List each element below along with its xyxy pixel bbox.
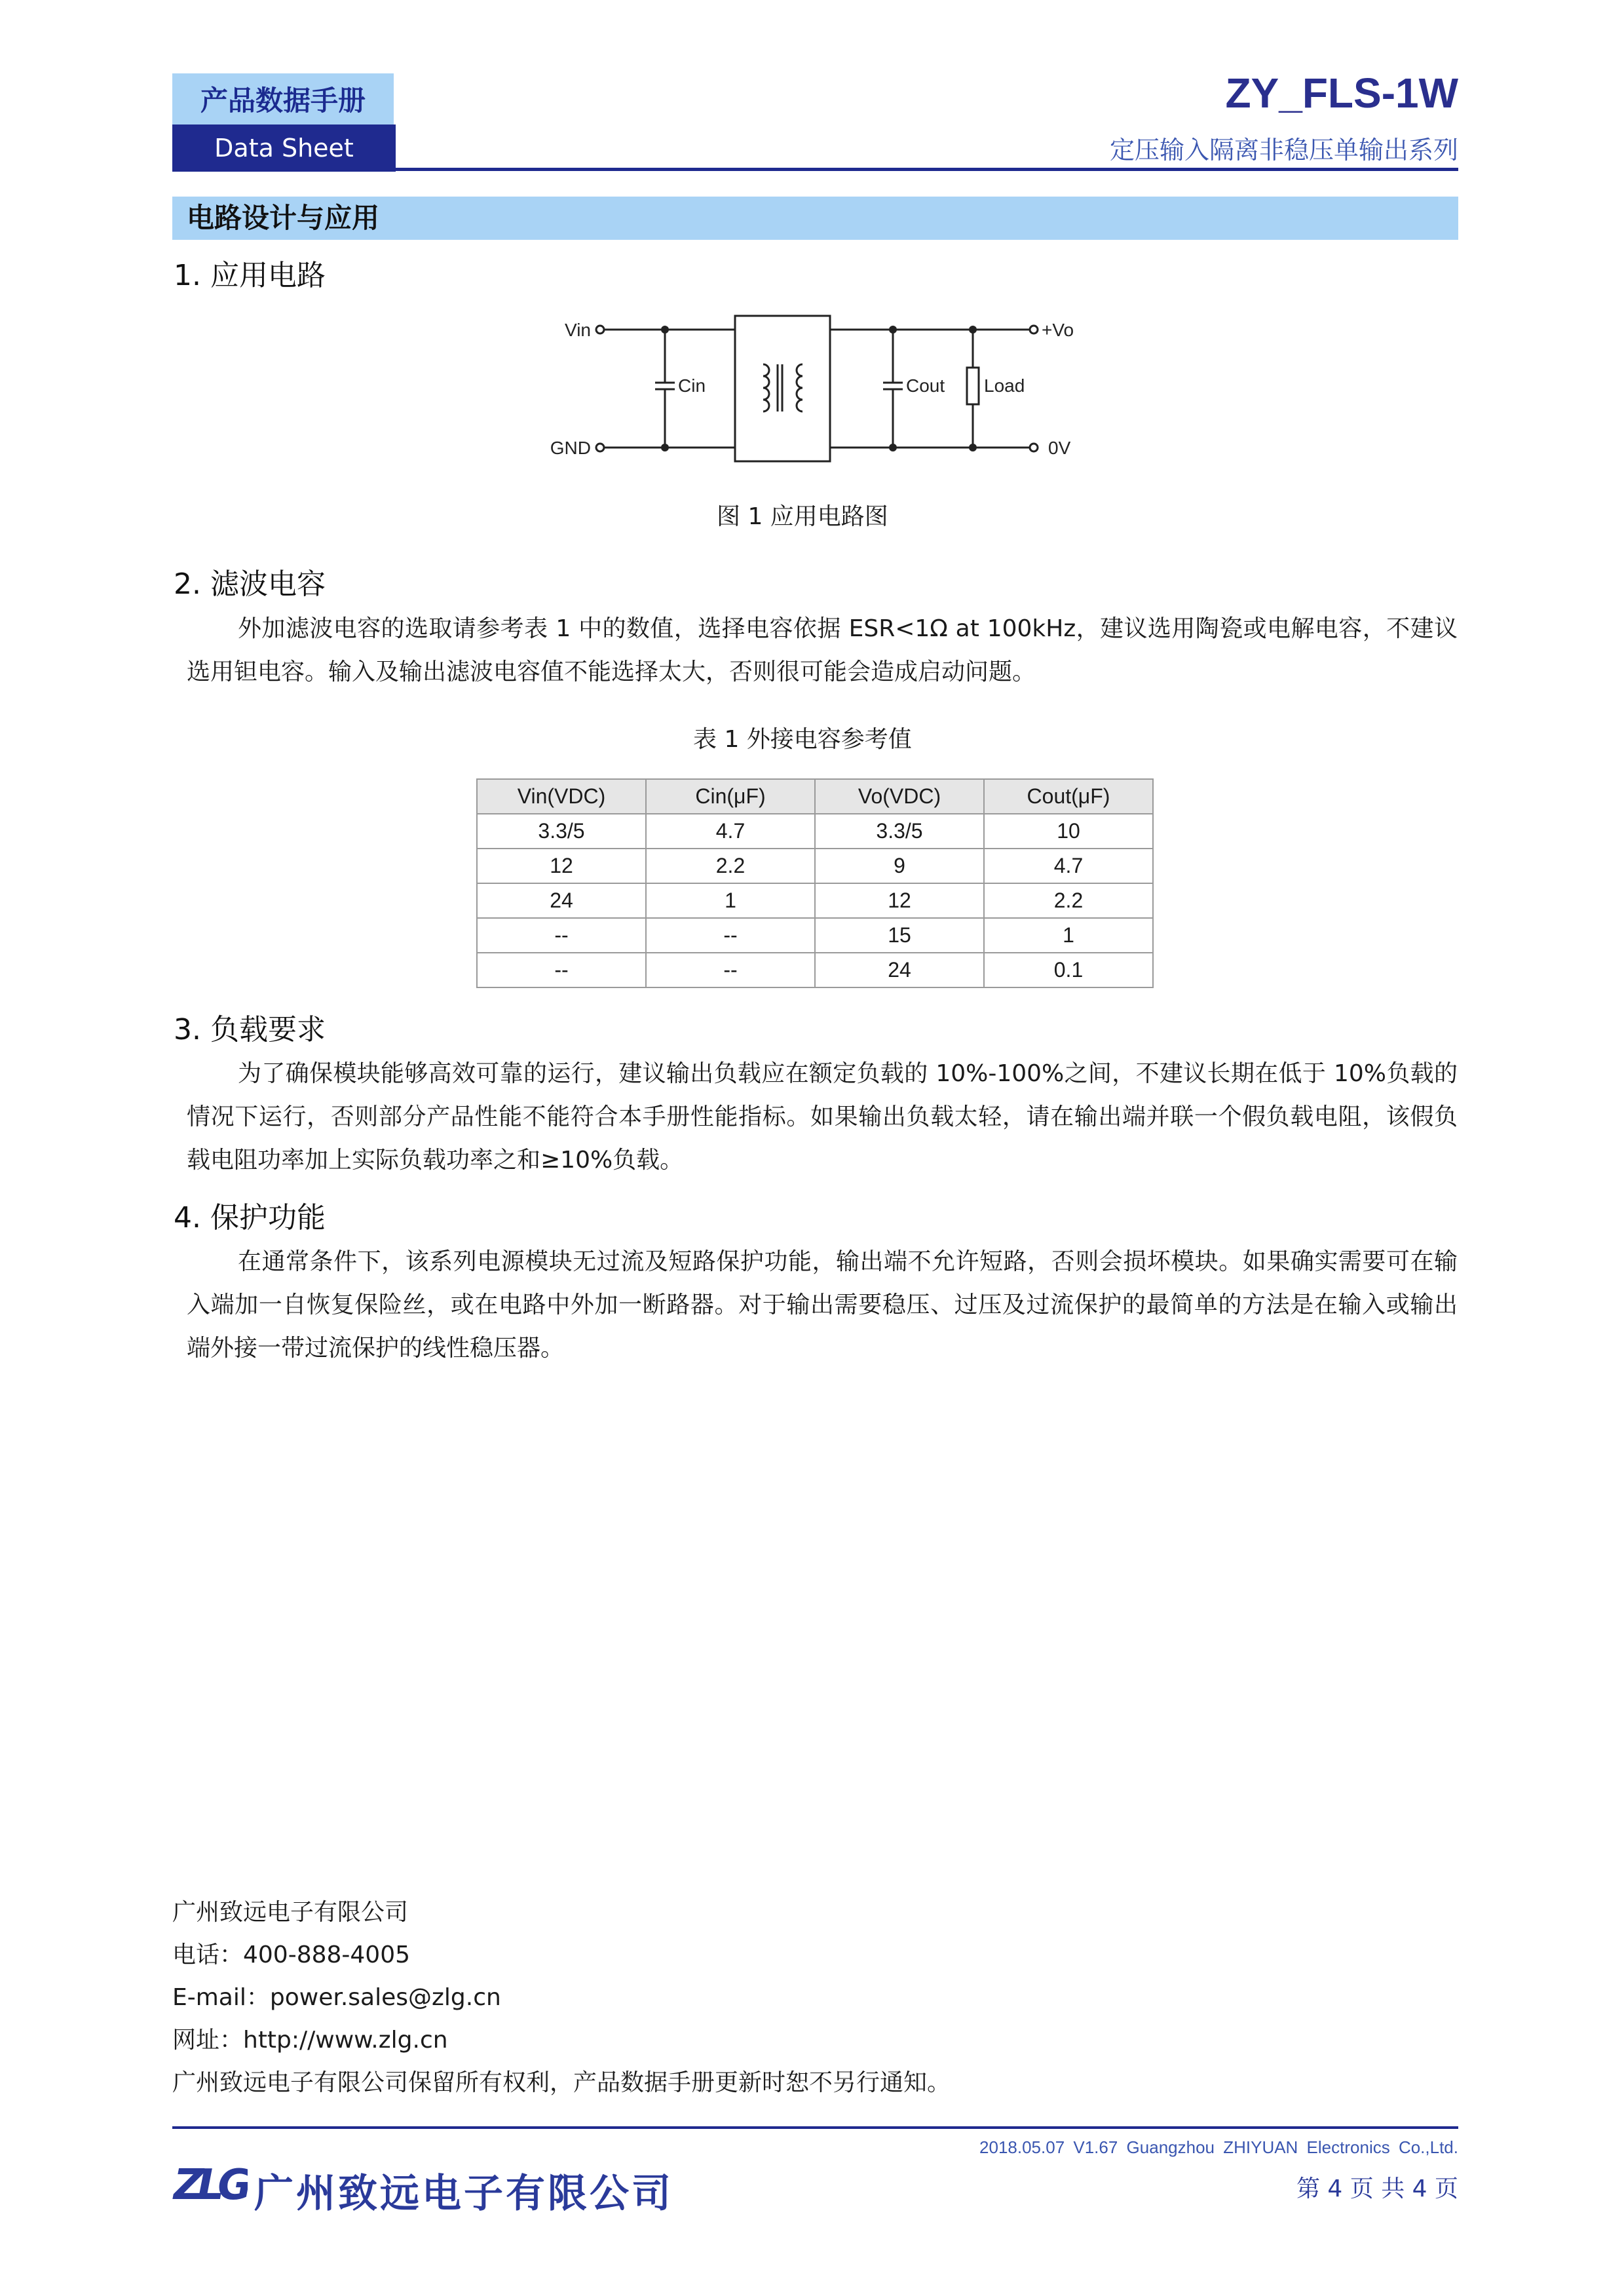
table-cell: 1 <box>646 883 815 918</box>
table-cell: 2.2 <box>984 883 1153 918</box>
table-cell: 12 <box>815 883 984 918</box>
label-cout: Cout <box>906 375 945 396</box>
table-header-cell: Cout(μF) <box>984 779 1153 814</box>
table-cell: 24 <box>477 883 646 918</box>
table-cell: 15 <box>815 918 984 953</box>
footer-phone: 电话：400-888-4005 <box>172 1942 411 1968</box>
table-cell: 10 <box>984 814 1153 849</box>
table-row <box>477 953 1153 987</box>
table-row <box>477 883 1153 918</box>
table-cell: 4.7 <box>984 849 1153 883</box>
footer-company: 广州致远电子有限公司 <box>172 1899 409 1926</box>
doc-type-label: 产品数据手册 <box>172 73 394 124</box>
table-header-row <box>477 779 1153 814</box>
table-cell: 4.7 <box>646 814 815 849</box>
application-circuit-diagram <box>544 305 1107 475</box>
table-cell: 3.3/5 <box>815 814 984 849</box>
product-title: ZY_FLS-1W <box>1225 69 1458 117</box>
table-row <box>477 918 1153 953</box>
protection-paragraph: 在通常条件下，该系列电源模块无过流及短路保护功能，输出端不允许短路，否则会损坏模块。如果确实需要可在输入端加一自恢复保险丝，或在电路中外加一断路器。对于输出需要稳压、过压及过流保护的最简单的方法是在输入或输出端外接一带过流保护的线性稳压器。 <box>187 1248 1458 1362</box>
table-caption: 表 1 外接电容参考值 <box>693 726 912 753</box>
table-cell: 24 <box>815 953 984 987</box>
footer-email: E-mail：power.sales@zlg.cn <box>172 1984 501 2011</box>
load-requirement-paragraph: 为了确保模块能够高效可靠的运行，建议输出负载应在额定负载的 10%-100%之间，不建议长期在低于 10%负载的情况下运行，否则部分产品性能不能符合本手册性能指标。如果输出负载太轻，请在输出端并联一个假负载电阻，该假负载电阻功率加上实际负载功率之和≥10%负载。 <box>187 1060 1458 1174</box>
footer-divider <box>172 2126 1458 2129</box>
label-vo: +Vo <box>1042 320 1074 340</box>
page-number: 第 4 页 共 4 页 <box>1296 2175 1458 2202</box>
header-divider <box>396 168 1458 171</box>
table-cell: -- <box>646 953 815 987</box>
table-cell: -- <box>646 918 815 953</box>
table-header-cell: Vo(VDC) <box>815 779 984 814</box>
table-cell: 12 <box>477 849 646 883</box>
data-sheet-label: Data Sheet <box>172 124 396 172</box>
filter-capacitor-paragraph: 外加滤波电容的选取请参考表 1 中的数值，选择电容依据 ESR<1Ω at 100kHz，建议选用陶瓷或电解电容，不建议选用钽电容。输入及输出滤波电容值不能选择太大，否则很可能会造成启动问题。 <box>187 615 1458 685</box>
table-cell: -- <box>477 953 646 987</box>
company-logo-text: 广州致远电子有限公司 <box>254 2171 673 2217</box>
heading-load-requirement: 3. 负载要求 <box>174 1013 326 1046</box>
label-vin: Vin <box>565 320 591 340</box>
capacitor-table <box>476 778 1154 988</box>
section-title: 电路设计与应用 <box>172 197 1458 240</box>
table-cell: 2.2 <box>646 849 815 883</box>
table-cell: 9 <box>815 849 984 883</box>
footer-meta: 2018.05.07 V1.67 Guangzhou ZHIYUAN Electronics Co.,Ltd. <box>979 2137 1458 2157</box>
label-0v: 0V <box>1048 438 1071 458</box>
heading-filter-capacitor: 2. 滤波电容 <box>174 567 326 601</box>
zlg-logo-icon <box>172 2156 248 2208</box>
label-gnd: GND <box>550 438 591 458</box>
heading-protection: 4. 保护功能 <box>174 1201 326 1234</box>
footer-rights: 广州致远电子有限公司保留所有权利，产品数据手册更新时恕不另行通知。 <box>172 2069 951 2096</box>
table-cell: 0.1 <box>984 953 1153 987</box>
table-cell: 3.3/5 <box>477 814 646 849</box>
heading-application-circuit: 1. 应用电路 <box>174 259 326 292</box>
table-row <box>477 849 1153 883</box>
label-cin: Cin <box>678 375 706 396</box>
label-load: Load <box>984 375 1025 396</box>
table-row <box>477 814 1153 849</box>
table-header-cell: Cin(μF) <box>646 779 815 814</box>
product-subtitle: 定压输入隔离非稳压单输出系列 <box>1109 136 1458 164</box>
footer-website: 网址：http://www.zlg.cn <box>172 2027 448 2054</box>
logo-mark: ZLG <box>174 2161 246 2208</box>
table-cell: -- <box>477 918 646 953</box>
table-header-cell: Vin(VDC) <box>477 779 646 814</box>
table-cell: 1 <box>984 918 1153 953</box>
figure-caption: 图 1 应用电路图 <box>717 503 888 530</box>
